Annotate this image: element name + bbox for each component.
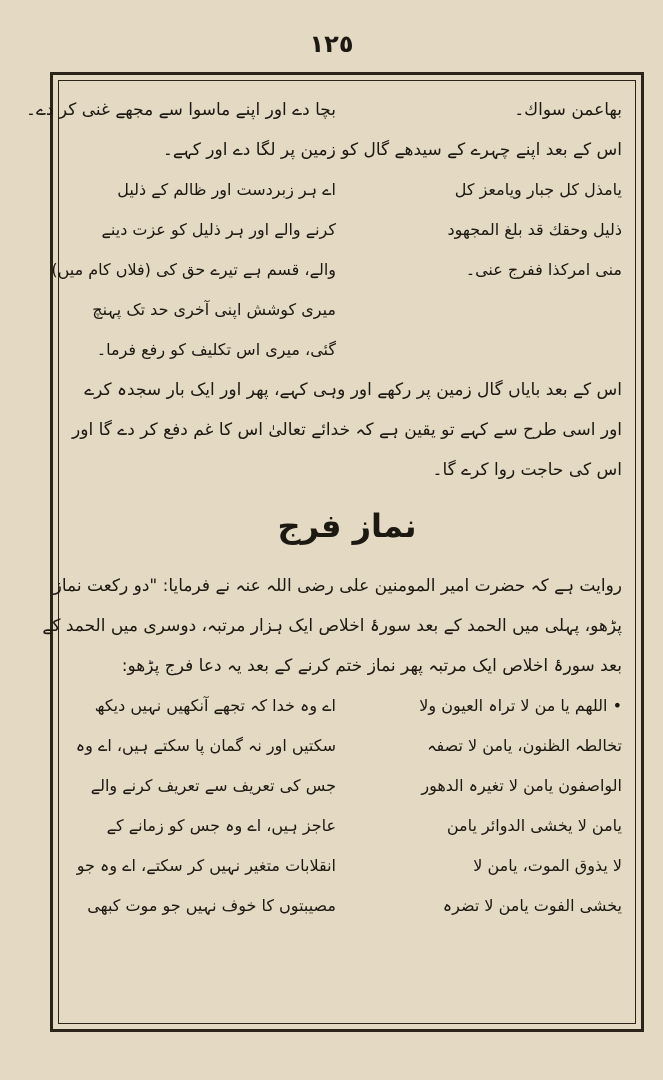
top-row bbox=[25, 90, 622, 130]
dua-one-urdu bbox=[51, 170, 336, 370]
dua-two bbox=[72, 686, 622, 926]
urdu-line: اے وہ خدا کہ تجھے آنکھیں نہیں دیکھ bbox=[94, 696, 336, 715]
dua-two-urdu bbox=[72, 686, 336, 926]
urdu-line: جس کی تعریف سے تعریف کرنے والے bbox=[90, 776, 336, 795]
page-content bbox=[25, 84, 632, 1020]
urdu-line: عاجز ہیں، اے وہ جس کو زمانے کے bbox=[106, 816, 336, 835]
paragraph-line: روایت ہے کہ حضرت امیر المومنین علی رضی اللہ عنہ نے فرمایا: "دو رکعت نماز bbox=[53, 576, 622, 596]
dua-two-arabic bbox=[358, 686, 622, 926]
paragraph-line: اس کی حاجت روا کرے گا۔ bbox=[432, 460, 622, 480]
paragraph-line: بعد سورۂ اخلاص ایک مرتبہ پھر نماز ختم کرنے کے بعد یہ دعا فرج پڑھو: bbox=[121, 656, 622, 676]
arabic-line: یامذل کل جبار ویامعز کل bbox=[454, 180, 622, 199]
narration-paragraph bbox=[42, 566, 622, 686]
paragraph-line: پڑھو، پہلی میں الحمد کے بعد سورۂ اخلاص ایک ہزار مرتبہ، دوسری میں الحمد کے bbox=[42, 616, 622, 636]
arabic-line: یامن لا یخشی الدوائر یامن bbox=[446, 816, 622, 835]
arabic-line: یخشی الفوت یامن لا تضرہ bbox=[442, 896, 622, 915]
urdu-line: اے ہر زبردست اور ظالم کے ذلیل bbox=[117, 180, 336, 199]
dua-one-arabic bbox=[358, 170, 622, 370]
arabic-line: لا یذوق الموت، یامن لا bbox=[473, 856, 622, 875]
arabic-line: الواصفون یامن لا تغیرہ الدھور bbox=[421, 776, 622, 795]
page-number: ١٢٥ bbox=[309, 30, 354, 58]
paragraph-line: اور اسی طرح سے کہے تو یقین ہے کہ خدائے تعالیٰ اس کا غم دفع کر دے گا اور bbox=[72, 420, 622, 440]
urdu-line: انقلابات متغیر نہیں کر سکتے، اے وہ جو bbox=[76, 856, 336, 875]
after-dua-paragraph bbox=[72, 370, 622, 490]
arabic-line: منی امرکذا ففرج عنی۔ bbox=[465, 260, 622, 279]
intro-line: اس کے بعد اپنے چہرے کے سیدھے گال کو زمین پر لگا دے اور کہے۔ bbox=[162, 140, 622, 160]
arabic-line: تخالطہ الظنون، یامن لا تصفہ bbox=[427, 736, 622, 755]
urdu-line: والے، قسم ہے تیرے حق کی (فلاں کام میں) bbox=[51, 260, 336, 279]
urdu-line: مصیبتوں کا خوف نہیں جو موت کبھی bbox=[87, 896, 336, 915]
urdu-line: سکتیں اور نہ گمان پا سکتے ہیں، اے وہ bbox=[75, 736, 336, 755]
section-heading: نماز فرج bbox=[277, 507, 417, 545]
urdu-line: میری کوشش اپنی آخری حد تک پہنچ bbox=[92, 300, 336, 319]
urdu-line: گئی، میری اس تکلیف کو رفع فرما۔ bbox=[96, 340, 336, 359]
urdu-line: کرنے والے اور ہر ذلیل کو عزت دینے bbox=[101, 220, 336, 239]
arabic-line: ذلیل وحقك قد بلغ المجهود bbox=[447, 220, 622, 239]
top-row-urdu: بچا دے اور اپنے ماسوا سے مجھے غنی کر دے۔ bbox=[25, 100, 336, 120]
arabic-line: • اللھم یا من لا تراہ العیون ولا bbox=[419, 696, 622, 715]
dua-one bbox=[51, 170, 622, 370]
paragraph-line: اس کے بعد بایاں گال زمین پر رکھے اور وہی کہے، پھر اور ایک بار سجدہ کرے bbox=[84, 380, 622, 400]
top-row-arabic: بهاعمن سواك۔ bbox=[514, 100, 622, 120]
